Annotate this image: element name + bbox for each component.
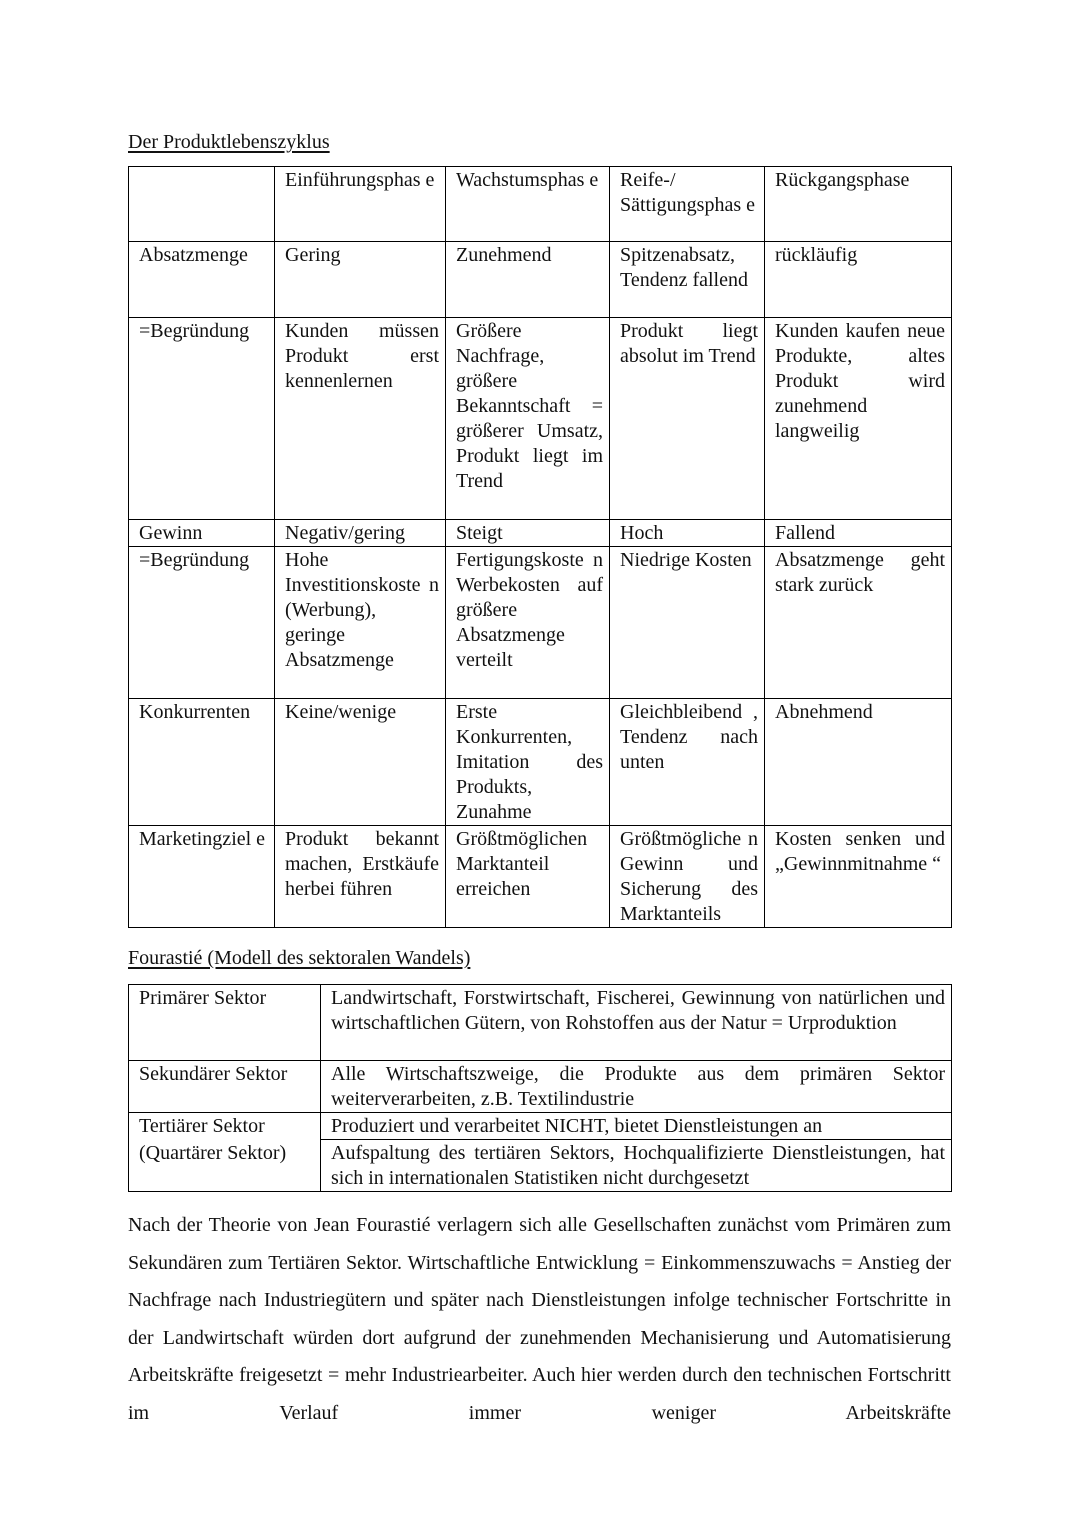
row-label: =Begründung — [129, 547, 275, 699]
table-cell: Kosten senken und „Gewinnmitnahme “ — [765, 826, 952, 928]
row-label: (Quartärer Sektor) — [129, 1140, 321, 1192]
table-cell: Produziert und verarbeitet NICHT, bietet Dienstleistungen an — [321, 1113, 952, 1140]
table-cell: Größtmögliche n Gewinn und Sicherung des Marktanteils — [610, 826, 765, 928]
row-label: Konkurrenten — [129, 699, 275, 826]
table-row — [129, 242, 952, 318]
table-cell: Keine/wenige — [275, 699, 446, 826]
table-cell: Kunden müssen Produkt erst kennenlernen — [275, 318, 446, 520]
row-label: =Begründung — [129, 318, 275, 520]
table-cell: Erste Konkurrenten, Imitation des Produkts, Zunahme — [446, 699, 610, 826]
body-paragraph: Nach der Theorie von Jean Fourastié verlagern sich alle Gesellschaften zunächst vom Primären zum Sekundären zum Tertiären Sektor. Wirtschaftliche Entwicklung = Einkommenszuwachs = Anstieg der Nachfrage nach Industriegütern und später nach Dienstleistungen infolge technischer Fortschritte in der Landwirtschaft würden dort aufgrund der zunehmenden Mechanisierung und Automatisierung Arbeitskräfte freigesetzt = mehr Industriearbeiter. Auch hier werden durch den technischen Fortschritt im Verlauf immer weniger Arbeitskräfte — [128, 1214, 951, 1424]
table-cell: Produkt bekannt machen, Erstkäufe herbei führen — [275, 826, 446, 928]
header-cell-wachstum: Wachstumsphas e — [446, 167, 610, 242]
table-row — [129, 1113, 952, 1140]
table-row — [129, 985, 952, 1061]
table-cell: Aufspaltung des tertiären Sektors, Hochqualifizierte Dienstleistungen, hat sich in internationalen Statistiken nicht durchgesetzt — [321, 1140, 952, 1192]
table-cell: Gering — [275, 242, 446, 318]
table-header-row — [129, 167, 952, 242]
table-cell: Steigt — [446, 520, 610, 547]
table-row — [129, 318, 952, 520]
table-row — [129, 520, 952, 547]
table-cell: rückläufig — [765, 242, 952, 318]
row-label: Primärer Sektor — [129, 985, 321, 1061]
row-label: Marketingziel e — [129, 826, 275, 928]
table-cell: Spitzenabsatz, Tendenz fallend — [610, 242, 765, 318]
sektoren-table — [128, 984, 952, 1192]
table-row — [129, 1061, 952, 1113]
table-cell: Hohe Investitionskoste n (Werbung), geringe Absatzmenge — [275, 547, 446, 699]
table-cell: Produkt liegt absolut im Trend — [610, 318, 765, 520]
produktlebenszyklus-table — [128, 166, 952, 928]
section-title-fourastie: Fourastié (Modell des sektoralen Wandels) — [128, 947, 471, 969]
table-row — [129, 826, 952, 928]
table-row — [129, 1140, 952, 1192]
row-label: Sekundärer Sektor — [129, 1061, 321, 1113]
table-cell: Zunehmend — [446, 242, 610, 318]
table-cell: Abnehmend — [765, 699, 952, 826]
header-cell-empty — [129, 167, 275, 242]
row-label: Tertiärer Sektor — [129, 1113, 321, 1140]
header-cell-rueckgang: Rückgangsphase — [765, 167, 952, 242]
table-cell: Hoch — [610, 520, 765, 547]
table-row — [129, 547, 952, 699]
table-cell: Landwirtschaft, Forstwirtschaft, Fischerei, Gewinnung von natürlichen und wirtschaftlichen Gütern, von Rohstoffen aus der Natur = Urproduktion — [321, 985, 952, 1061]
table-row — [129, 699, 952, 826]
table-cell: Fallend — [765, 520, 952, 547]
section-title-produktlebenszyklus: Der Produktlebenszyklus — [128, 131, 330, 153]
header-cell-einfuehrung: Einführungsphas e — [275, 167, 446, 242]
table-cell: Alle Wirtschaftszweige, die Produkte aus dem primären Sektor weiterverarbeiten, z.B. Textilindustrie — [321, 1061, 952, 1113]
row-label: Gewinn — [129, 520, 275, 547]
row-label: Absatzmenge — [129, 242, 275, 318]
table-cell: Fertigungskoste n Werbekosten auf größere Absatzmenge verteilt — [446, 547, 610, 699]
table-cell: Absatzmenge geht stark zurück — [765, 547, 952, 699]
header-cell-reife: Reife-/ Sättigungsphas e — [610, 167, 765, 242]
table-cell: Negativ/gering — [275, 520, 446, 547]
table-cell: Kunden kaufen neue Produkte, altes Produkt wird zunehmend langweilig — [765, 318, 952, 520]
table-cell: Größere Nachfrage, größere Bekanntschaft = größerer Umsatz, Produkt liegt im Trend — [446, 318, 610, 520]
table-cell: Gleichbleibend , Tendenz nach unten — [610, 699, 765, 826]
table-cell: Größtmöglichen Marktanteil erreichen — [446, 826, 610, 928]
table-cell: Niedrige Kosten — [610, 547, 765, 699]
